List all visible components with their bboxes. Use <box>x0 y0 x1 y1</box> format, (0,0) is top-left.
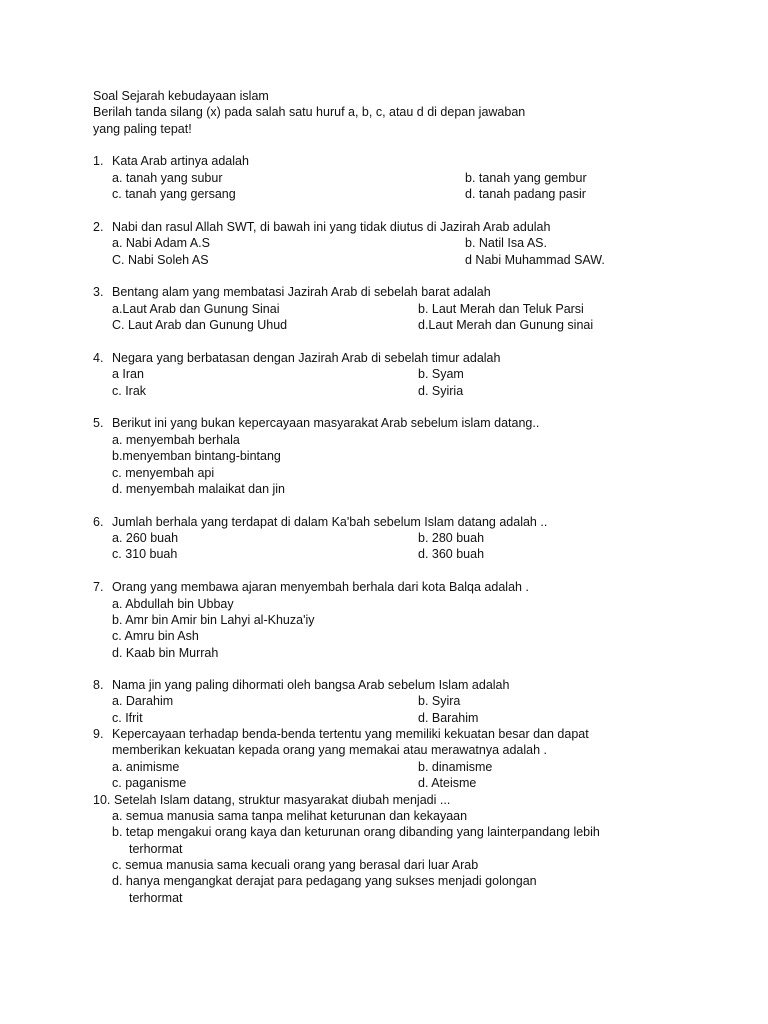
option-b: b. 280 buah <box>418 531 485 545</box>
option-d: d. tanah padang pasir <box>465 187 586 201</box>
question-number: 10. <box>93 793 111 807</box>
option-d: d. 360 buah <box>418 547 485 561</box>
option-c: c. paganisme <box>112 776 187 790</box>
question-text: Negara yang berbatasan dengan Jazirah Arab di sebelah timur adalah <box>112 351 501 365</box>
option-d: d. Kaab bin Murrah <box>112 646 219 660</box>
question-text: Nama jin yang paling dihormati oleh bangsa Arab sebelum Islam adalah <box>112 678 510 692</box>
question-number: 9. <box>93 727 104 741</box>
question-text: Kata Arab artinya adalah <box>112 154 249 168</box>
question-text: Berikut ini yang bukan kepercayaan masyarakat Arab sebelum islam datang.. <box>112 416 540 430</box>
option-d: d Nabi Muhammad SAW. <box>465 253 605 267</box>
question-text: Bentang alam yang membatasi Jazirah Arab di sebelah barat adalah <box>112 285 491 299</box>
question-number: 1. <box>93 154 104 168</box>
option-a: a. Darahim <box>112 694 174 708</box>
option-b: b. Syam <box>418 367 464 381</box>
question-text: Nabi dan rasul Allah SWT, di bawah ini yang tidak diutus di Jazirah Arab adulah <box>112 220 551 234</box>
option-a: a. Abdullah bin Ubbay <box>112 597 234 611</box>
option-b: b. Laut Merah dan Teluk Parsi <box>418 302 584 316</box>
question-number: 7. <box>93 580 104 594</box>
option-a: a. Nabi Adam A.S <box>112 236 210 250</box>
option-b: b. tanah yang gembur <box>465 171 587 185</box>
question-text: Kepercayaan terhadap benda-benda tertentu yang memiliki kekuatan besar dan dapat <box>112 727 589 741</box>
option-d: d. hanya mengangkat derajat para pedagang yang sukses menjadi golongan <box>112 874 537 888</box>
question-number: 4. <box>93 351 104 365</box>
option-a: a. menyembah berhala <box>112 433 240 447</box>
question-number: 6. <box>93 515 104 529</box>
question-number: 8. <box>93 678 104 692</box>
option-d: d. Syiria <box>418 384 464 398</box>
option-a: a. 260 buah <box>112 531 179 545</box>
option-a: a. semua manusia sama tanpa melihat keturunan dan kekayaan <box>112 809 468 823</box>
option-c: c. 310 buah <box>112 547 178 561</box>
option-c: c. Amru bin Ash <box>112 629 199 643</box>
option-d: d. Barahim <box>418 711 479 725</box>
option-a: a.Laut Arab dan Gunung Sinai <box>112 302 280 316</box>
option-d-continued: terhormat <box>129 891 183 905</box>
document-title: Soal Sejarah kebudayaan islam <box>93 89 269 103</box>
instruction-text-continued: yang paling tepat! <box>93 122 192 136</box>
question-number: 5. <box>93 416 104 430</box>
option-b: b. dinamisme <box>418 760 493 774</box>
question-number: 2. <box>93 220 104 234</box>
instruction-text: Berilah tanda silang (x) pada salah satu huruf a, b, c, atau d di depan jawaban <box>93 105 526 119</box>
option-b: b.menyemban bintang-bintang <box>112 449 281 463</box>
question-text: Setelah Islam datang, struktur masyarakat diubah menjadi ... <box>114 793 451 807</box>
question-text-continued: memberikan kekuatan kepada orang yang memakai atau merawatnya adalah . <box>112 743 547 757</box>
option-c: C. Laut Arab dan Gunung Uhud <box>112 318 288 332</box>
option-d: d. menyembah malaikat dan jin <box>112 482 286 496</box>
question-number: 3. <box>93 285 104 299</box>
option-d: d.Laut Merah dan Gunung sinai <box>418 318 594 332</box>
option-b: b. Natil Isa AS. <box>465 236 547 250</box>
option-a: a Iran <box>112 367 144 381</box>
option-c: c. Ifrit <box>112 711 143 725</box>
option-c: C. Nabi Soleh AS <box>112 253 209 267</box>
option-b: b. Syira <box>418 694 461 708</box>
option-b: b. tetap mengakui orang kaya dan keturunan orang dibanding yang lainterpandang lebih <box>112 825 600 839</box>
question-text: Jumlah berhala yang terdapat di dalam Ka'bah sebelum Islam datang adalah .. <box>112 515 548 529</box>
option-c: c. tanah yang gersang <box>112 187 236 201</box>
option-a: a. tanah yang subur <box>112 171 223 185</box>
option-a: a. animisme <box>112 760 180 774</box>
option-c: c. semua manusia sama kecuali orang yang berasal dari luar Arab <box>112 858 479 872</box>
option-d: d. Ateisme <box>418 776 477 790</box>
option-c: c. Irak <box>112 384 147 398</box>
question-text: Orang yang membawa ajaran menyembah berhala dari kota Balqa adalah . <box>112 580 529 594</box>
option-c: c. menyembah api <box>112 466 215 480</box>
option-b-continued: terhormat <box>129 842 183 856</box>
option-b: b. Amr bin Amir bin Lahyi al-Khuza'iy <box>112 613 315 627</box>
